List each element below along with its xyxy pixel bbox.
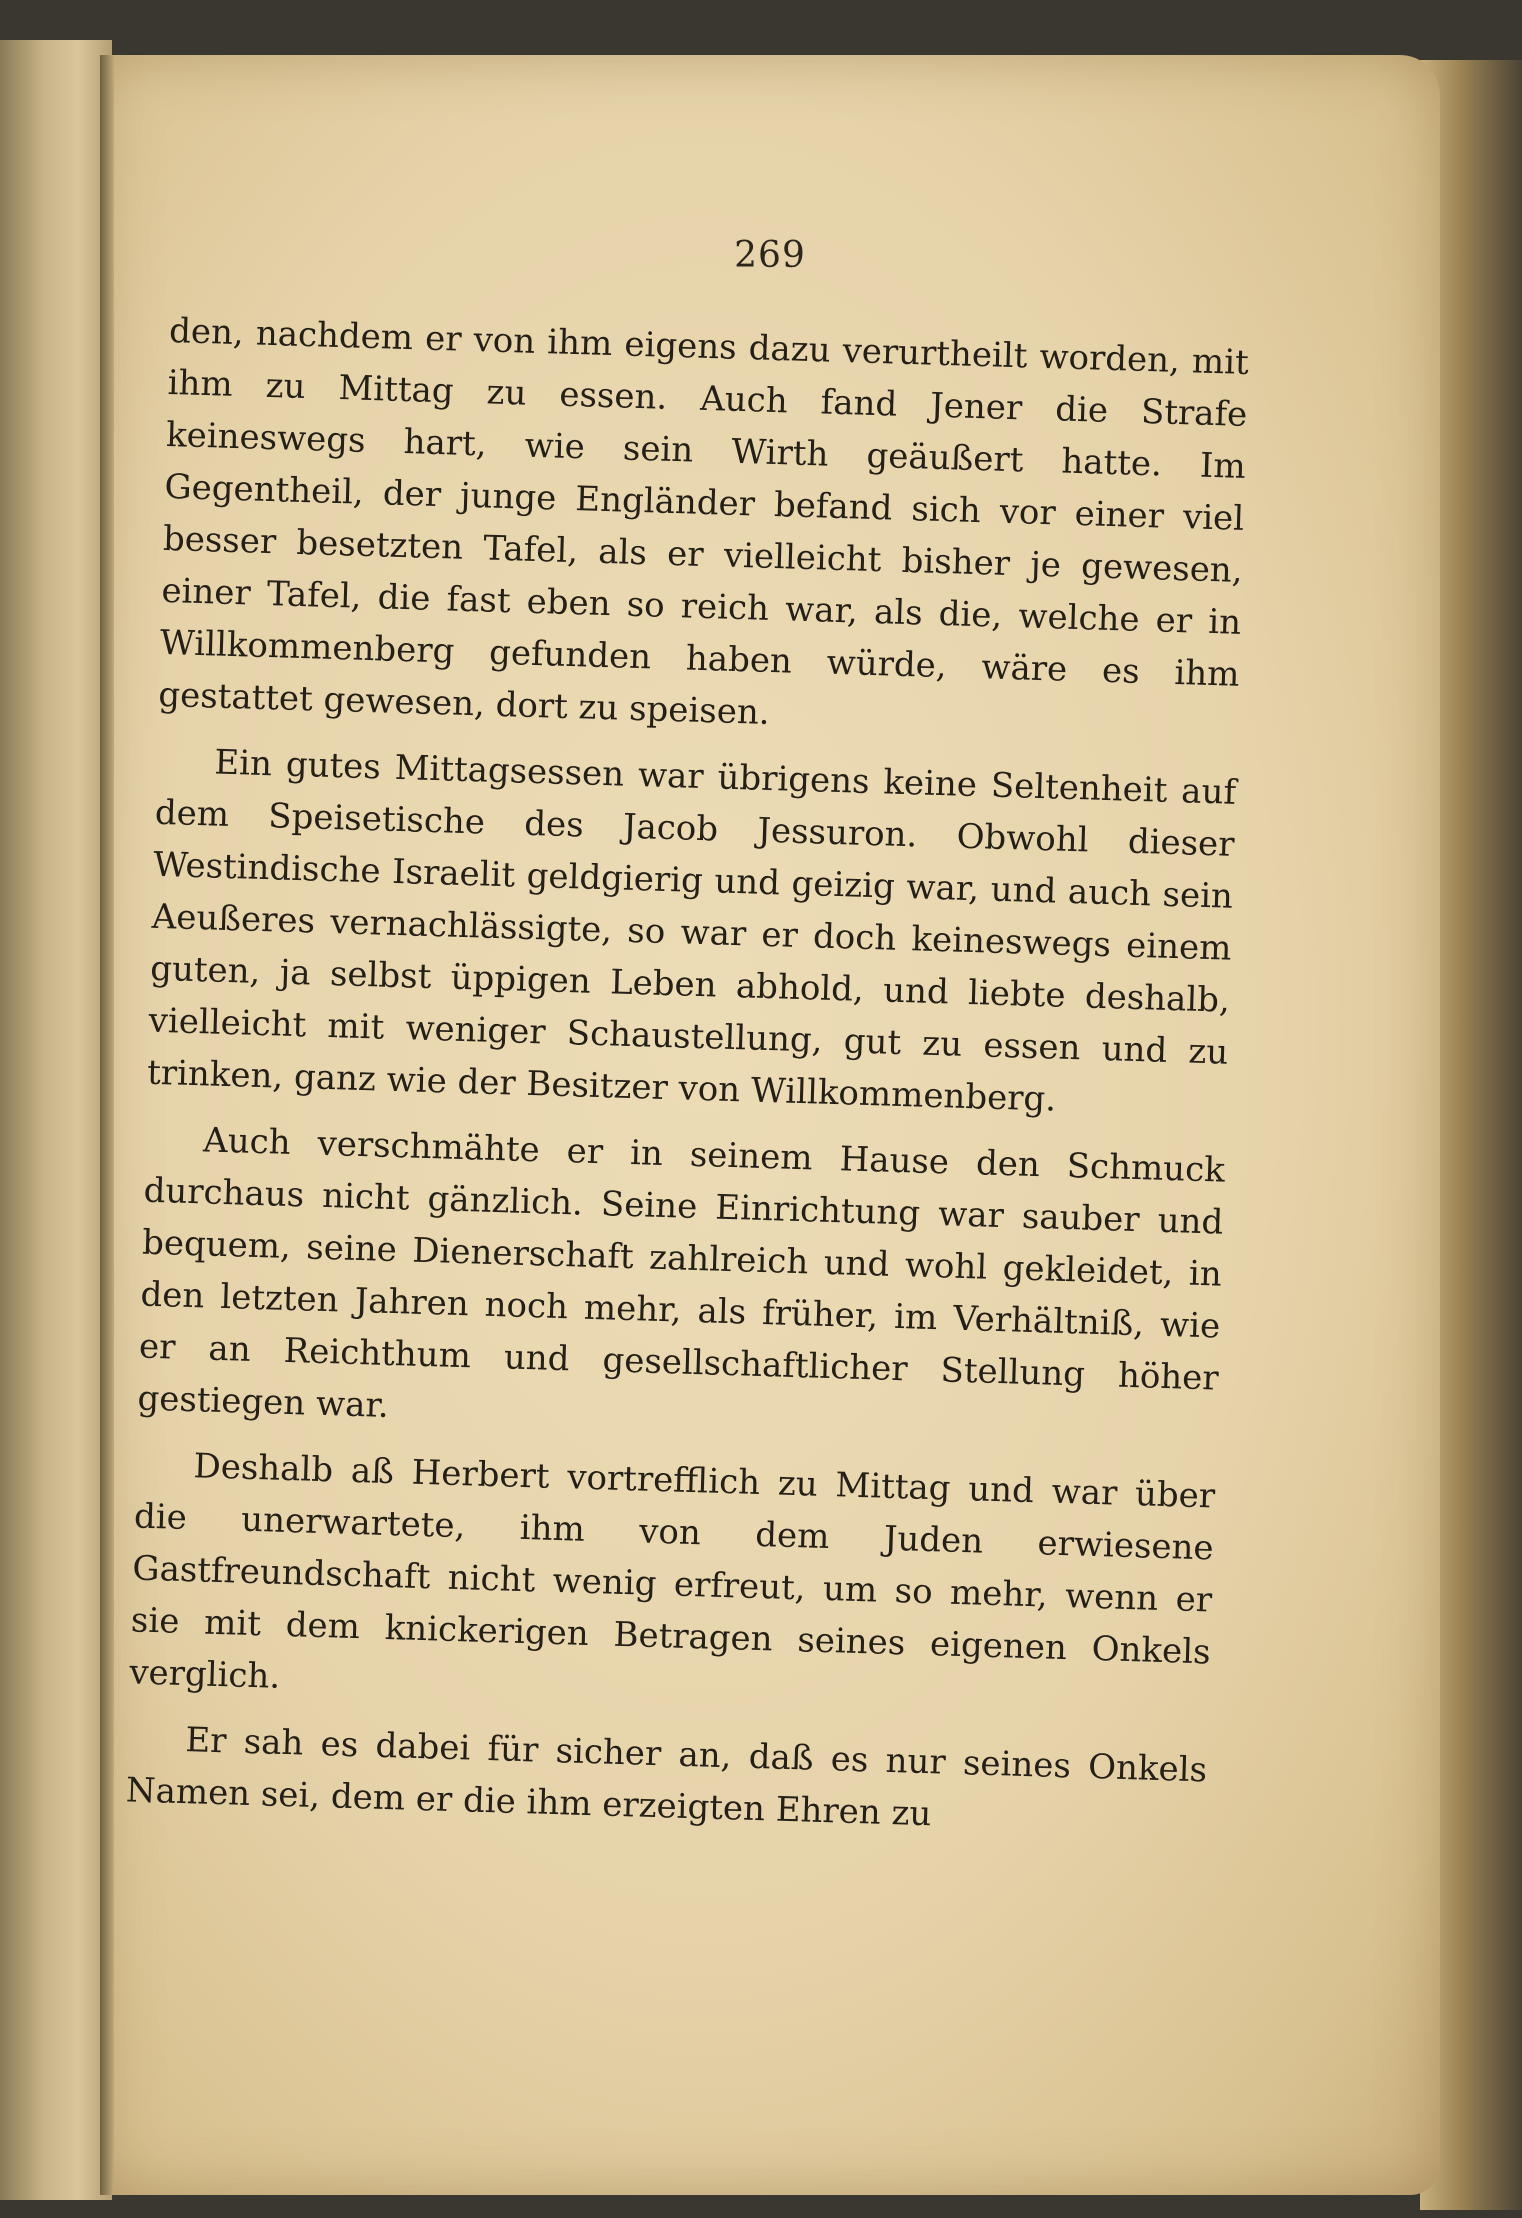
page-text	[125, 305, 1250, 1862]
paragraph: Deshalb aß Herbert vortrefflich zu Mittag und war über die unerwartete, ihm von dem Juden erwiesene Gastfreundschaft nicht wenig erfreut, um so mehr, wenn er sie mit dem knickerigen Betragen seines eigenen Onkels verglich.	[128, 1446, 1216, 1697]
page-number: 269	[734, 235, 806, 276]
previous-page-edge	[0, 40, 112, 2200]
paragraph: Ein gutes Mittagsessen war übrigens keine Seltenheit auf dem Speisetische des Jacob Jessuron. Obwohl dieser Westindische Israelit geldgierig und geizig war, und auch sein Aeußeres vernachlässigte, so war er doch keineswegs einem guten, ja selbst üppigen Leben abhold, und liebte deshalb, vielleicht mit weniger Schaustellung, gut zu essen und zu trinken, ganz wie der Besitzer von Willkommenberg.	[146, 742, 1237, 1120]
paragraph: den, nachdem er von ihm eigens dazu verurtheilt worden, mit ihm zu Mittag zu essen. Auch fand Jener die Strafe keineswegs hart, wie sein Wirth geäußert hatte. Im Gegentheil, der junge Engländer befand sich vor einer viel besser besetzten Tafel, als er vielleicht bisher je gewesen, einer Tafel, die fast eben so reich war, als die, welche er in Willkommenberg gefunden haben würde, wäre es ihm gestattet gewesen, dort zu speisen.	[157, 310, 1250, 733]
book-page	[100, 55, 1440, 2195]
paragraph: Er sah es dabei für sicher an, daß es nur seines Onkels Namen sei, dem er die ihm erzeigten Ehren zu	[125, 1720, 1208, 1835]
paragraph: Auch verschmähte er in seinem Hause den Schmuck durchaus nicht gänzlich. Seine Einrichtung war sauber und bequem, seine Dienerschaft zahlreich und wohl gekleidet, in den letzten Jahren noch mehr, als früher, im Verhältniß, wie er an Reichthum und gesellschaftlicher Stellung höher gestiegen war.	[136, 1120, 1226, 1426]
page-gutter	[100, 55, 114, 2195]
